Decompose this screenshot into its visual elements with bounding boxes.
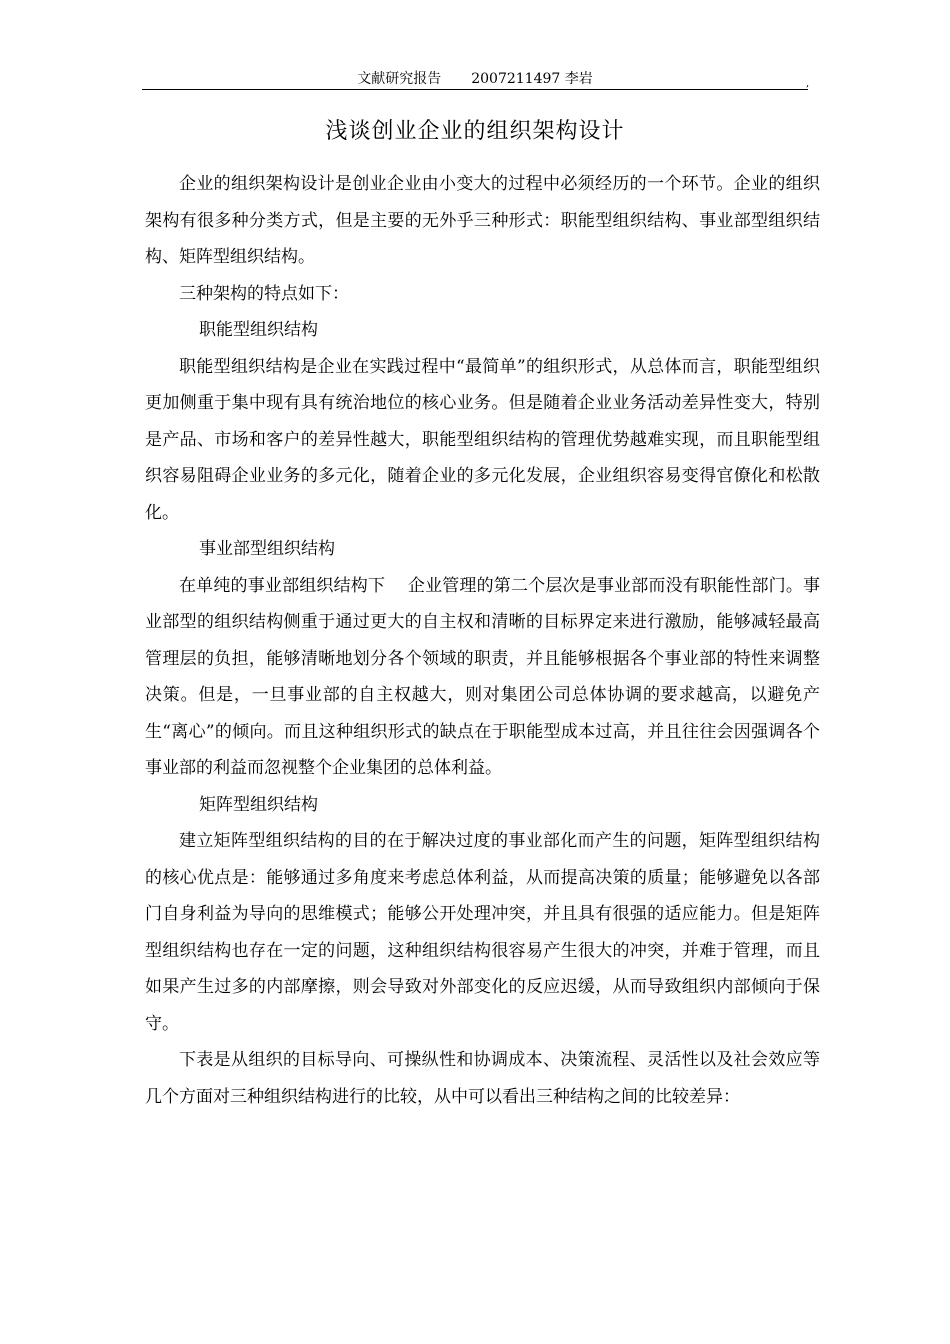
header-report-label: 文献研究报告 [357, 71, 442, 87]
document-title: 浅谈创业企业的组织架构设计 [325, 119, 625, 144]
header-author: 2007211497 李岩 [471, 71, 593, 87]
paragraph: 职能型组织结构是企业在实践过程中“最简单”的组织形式，从总体而言，职能型组织更加侧重于集中现有具有统治地位的核心业务。但是随着企业业务活动差异性变大，特别是产品、市场和客户的差异性越大，职能型组织结构的管理优势越难实现，而且职能型组织容易阻碍企业业务的多元化，随着企业的多元化发展，企业组织容易变得官僚化和松散化。 [145, 356, 820, 523]
paragraph: 建立矩阵型组织结构的目的在于解决过度的事业部化而产生的问题，矩阵型组织结构的核心优点是：能够通过多角度来考虑总体利益，从而提高决策的质量；能够避免以各部门自身利益为导向的思维模式；能够公开处理冲突，并且具有很强的适应能力。但是矩阵型组织结构也存在一定的问题，这种组织结构很容易产生很大的冲突，并难于管理，而且如果产生过多的内部摩擦，则会导致对外部变化的反应迟缓，从而导致组织内部倾向于保守。 [145, 831, 820, 1034]
section-heading: 事业部型组织结构 [199, 539, 335, 559]
header-mark: , [806, 78, 810, 89]
paragraph: 在单纯的事业部组织结构下 企业管理的第二个层次是事业部而没有职能性部门。事业部型的组织结构侧重于通过更大的自主权和清晰的目标界定来进行激励，能够减轻最高管理层的负担，能够清晰地划分各个领域的职责，并且能够根据各个事业部的特性来调整决策。但是，一旦事业部的自主权越大，则对集团公司总体协调的要求越高，以避免产生“离心”的倾向。而且这种组织形式的缺点在于职能型成本过高，并且往往会因强调各个事业部的利益而忽视整个企业集团的总体利益。 [145, 575, 820, 778]
paragraph: 企业的组织架构设计是创业企业由小变大的过程中必须经历的一个环节。企业的组织架构有很多种分类方式，但是主要的无外乎三种形式：职能型组织结构、事业部型组织结构、矩阵型组织结构。 [145, 174, 820, 267]
section-heading: 矩阵型组织结构 [199, 794, 318, 815]
paragraph: 下表是从组织的目标导向、可操纵性和协调成本、决策流程、灵活性以及社会效应等几个方面对三种组织结构进行的比较，从中可以看出三种结构之间的比较差异： [145, 1050, 820, 1107]
section-heading: 职能型组织结构 [199, 320, 318, 340]
page-header [142, 68, 808, 90]
document-body [145, 166, 820, 1115]
header-rule [142, 89, 808, 90]
paragraph: 三种架构的特点如下： [179, 283, 349, 304]
